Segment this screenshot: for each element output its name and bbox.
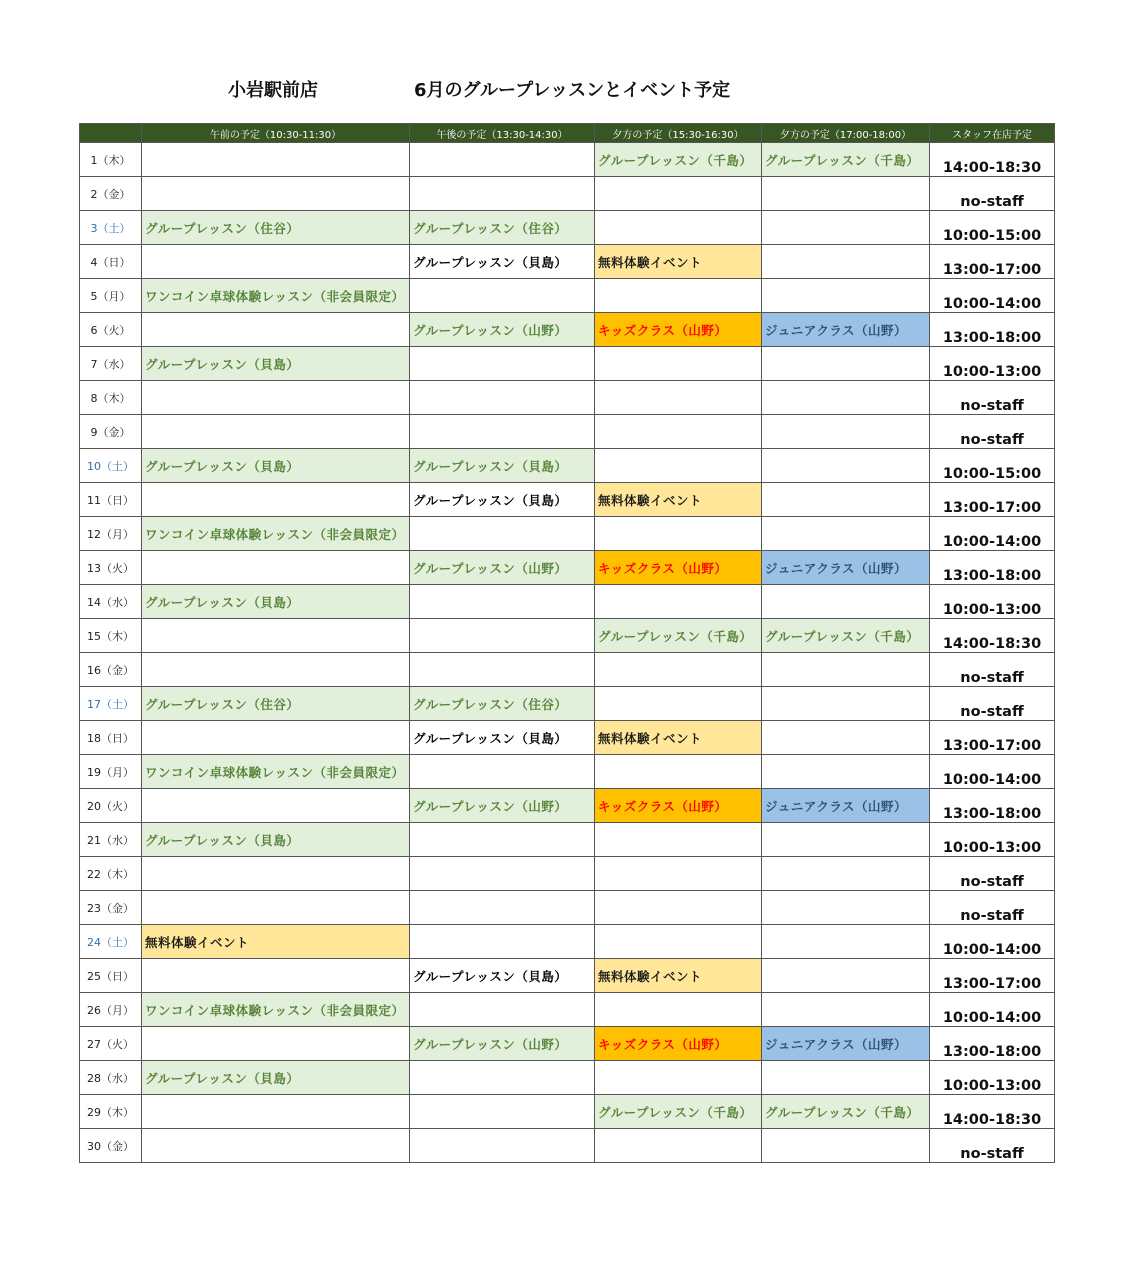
slot-3: グループレッスン（千島） [595,143,762,177]
table-row [80,755,1055,789]
slot-4 [762,755,930,789]
slot-2 [410,823,595,857]
header-evening-2: 夕方の予定（17:00-18:00） [762,124,930,143]
slot-3: キッズクラス（山野） [595,313,762,347]
day-label: 30（金） [80,1129,142,1163]
slot-4 [762,857,930,891]
table-row [80,1061,1055,1095]
day-label: 27（火） [80,1027,142,1061]
day-label: 29（木） [80,1095,142,1129]
slot-4: ジュニアクラス（山野） [762,313,930,347]
slot-3: キッズクラス（山野） [595,551,762,585]
day-label: 3（土） [80,211,142,245]
slot-3 [595,993,762,1027]
staff-hours: 10:00-14:00 [930,279,1055,313]
slot-2: グループレッスン（住谷） [410,211,595,245]
slot-1: ワンコイン卓球体験レッスン（非会員限定） [142,517,410,551]
page-title: 6月のグループレッスンとイベント予定 [414,80,731,101]
slot-3: グループレッスン（千島） [595,1095,762,1129]
slot-1 [142,381,410,415]
table-row [80,143,1055,177]
slot-2: グループレッスン（貝島） [410,959,595,993]
day-label: 22（木） [80,857,142,891]
slot-3 [595,347,762,381]
slot-3 [595,687,762,721]
staff-hours: 10:00-15:00 [930,449,1055,483]
slot-1 [142,1095,410,1129]
slot-3 [595,891,762,925]
table-row [80,585,1055,619]
day-label: 18（日） [80,721,142,755]
slot-4 [762,891,930,925]
slot-4 [762,347,930,381]
staff-hours: no-staff [930,381,1055,415]
day-label: 13（火） [80,551,142,585]
slot-1 [142,551,410,585]
day-label: 24（土） [80,925,142,959]
slot-1 [142,653,410,687]
slot-4 [762,653,930,687]
staff-hours: 10:00-13:00 [930,1061,1055,1095]
slot-1 [142,619,410,653]
slot-4 [762,245,930,279]
slot-2: グループレッスン（山野） [410,1027,595,1061]
slot-3 [595,449,762,483]
slot-1 [142,245,410,279]
slot-4 [762,279,930,313]
slot-1 [142,143,410,177]
slot-2 [410,619,595,653]
staff-hours: 14:00-18:30 [930,143,1055,177]
table-row [80,449,1055,483]
slot-2 [410,585,595,619]
table-row [80,347,1055,381]
table-row [80,245,1055,279]
slot-3 [595,823,762,857]
header-afternoon: 午後の予定（13:30-14:30） [410,124,595,143]
slot-4 [762,585,930,619]
slot-4 [762,687,930,721]
slot-2: グループレッスン（山野） [410,313,595,347]
staff-hours: no-staff [930,415,1055,449]
table-row [80,925,1055,959]
day-label: 4（日） [80,245,142,279]
slot-3 [595,1129,762,1163]
slot-1 [142,789,410,823]
staff-hours: 10:00-14:00 [930,993,1055,1027]
day-label: 17（土） [80,687,142,721]
slot-4: ジュニアクラス（山野） [762,789,930,823]
day-label: 5（月） [80,279,142,313]
slot-3 [595,653,762,687]
schedule-table [79,123,1055,1163]
table-row [80,211,1055,245]
table-row [80,381,1055,415]
table-row [80,279,1055,313]
day-label: 20（火） [80,789,142,823]
slot-2 [410,653,595,687]
staff-hours: 13:00-17:00 [930,483,1055,517]
staff-hours: no-staff [930,857,1055,891]
header-staff: スタッフ在店予定 [930,124,1055,143]
table-row [80,551,1055,585]
staff-hours: 10:00-14:00 [930,755,1055,789]
staff-hours: 14:00-18:30 [930,1095,1055,1129]
store-name: 小岩駅前店 [228,80,318,101]
staff-hours: 13:00-17:00 [930,721,1055,755]
slot-2: グループレッスン（貝島） [410,245,595,279]
day-label: 26（月） [80,993,142,1027]
slot-1 [142,313,410,347]
slot-2 [410,279,595,313]
staff-hours: 10:00-13:00 [930,347,1055,381]
staff-hours: 10:00-13:00 [930,585,1055,619]
slot-4 [762,415,930,449]
slot-4 [762,823,930,857]
slot-1: 無料体験イベント [142,925,410,959]
header-evening-1: 夕方の予定（15:30-16:30） [595,124,762,143]
day-label: 16（金） [80,653,142,687]
slot-3: 無料体験イベント [595,959,762,993]
staff-hours: 13:00-18:00 [930,551,1055,585]
slot-2: グループレッスン（貝島） [410,483,595,517]
slot-2 [410,381,595,415]
slot-1 [142,177,410,211]
staff-hours: 13:00-18:00 [930,1027,1055,1061]
slot-1 [142,857,410,891]
slot-2 [410,993,595,1027]
slot-1 [142,1129,410,1163]
slot-2 [410,891,595,925]
slot-1: グループレッスン（住谷） [142,687,410,721]
day-label: 1（木） [80,143,142,177]
table-row [80,1027,1055,1061]
slot-4 [762,211,930,245]
slot-4 [762,177,930,211]
staff-hours: no-staff [930,687,1055,721]
staff-hours: 13:00-17:00 [930,245,1055,279]
table-row [80,415,1055,449]
slot-2 [410,857,595,891]
table-row [80,857,1055,891]
slot-1: グループレッスン（貝島） [142,449,410,483]
table-row [80,789,1055,823]
slot-3: 無料体験イベント [595,721,762,755]
day-label: 12（月） [80,517,142,551]
slot-1: グループレッスン（貝島） [142,1061,410,1095]
staff-hours: 10:00-13:00 [930,823,1055,857]
slot-2 [410,517,595,551]
slot-1 [142,483,410,517]
slot-1 [142,959,410,993]
slot-2: グループレッスン（山野） [410,789,595,823]
day-label: 28（水） [80,1061,142,1095]
slot-3: 無料体験イベント [595,483,762,517]
slot-1: グループレッスン（住谷） [142,211,410,245]
table-row [80,177,1055,211]
table-row [80,1129,1055,1163]
slot-2 [410,143,595,177]
slot-4 [762,721,930,755]
slot-2: グループレッスン（貝島） [410,721,595,755]
day-label: 11（日） [80,483,142,517]
staff-hours: 13:00-18:00 [930,789,1055,823]
slot-3 [595,211,762,245]
staff-hours: no-staff [930,653,1055,687]
staff-hours: 14:00-18:30 [930,619,1055,653]
slot-3 [595,925,762,959]
slot-3: キッズクラス（山野） [595,1027,762,1061]
slot-3 [595,279,762,313]
table-row [80,619,1055,653]
slot-4: ジュニアクラス（山野） [762,1027,930,1061]
slot-2 [410,415,595,449]
slot-3: グループレッスン（千島） [595,619,762,653]
slot-2 [410,1095,595,1129]
slot-4 [762,483,930,517]
day-label: 7（水） [80,347,142,381]
table-row [80,1095,1055,1129]
slot-4 [762,1129,930,1163]
day-label: 15（木） [80,619,142,653]
slot-2 [410,347,595,381]
slot-2 [410,925,595,959]
slot-4 [762,925,930,959]
table-row [80,687,1055,721]
slot-1 [142,891,410,925]
header-day [80,124,142,143]
day-label: 14（水） [80,585,142,619]
table-row [80,653,1055,687]
slot-3 [595,381,762,415]
slot-3 [595,177,762,211]
slot-3 [595,857,762,891]
slot-3: キッズクラス（山野） [595,789,762,823]
slot-1: ワンコイン卓球体験レッスン（非会員限定） [142,279,410,313]
slot-3 [595,585,762,619]
staff-hours: 10:00-14:00 [930,517,1055,551]
staff-hours: 13:00-18:00 [930,313,1055,347]
slot-4 [762,517,930,551]
table-row [80,891,1055,925]
slot-2 [410,177,595,211]
slot-4: グループレッスン（千島） [762,619,930,653]
table-row [80,959,1055,993]
day-label: 9（金） [80,415,142,449]
day-label: 8（木） [80,381,142,415]
staff-hours: no-staff [930,1129,1055,1163]
slot-4 [762,993,930,1027]
slot-2 [410,1129,595,1163]
slot-1 [142,721,410,755]
table-header-row [80,124,1055,143]
day-label: 2（金） [80,177,142,211]
day-label: 23（金） [80,891,142,925]
slot-3 [595,415,762,449]
slot-3 [595,755,762,789]
slot-4 [762,1061,930,1095]
slot-3: 無料体験イベント [595,245,762,279]
slot-4 [762,381,930,415]
slot-1: グループレッスン（貝島） [142,347,410,381]
staff-hours: 10:00-14:00 [930,925,1055,959]
slot-1: グループレッスン（貝島） [142,585,410,619]
day-label: 6（火） [80,313,142,347]
day-label: 25（日） [80,959,142,993]
table-row [80,823,1055,857]
slot-4: グループレッスン（千島） [762,143,930,177]
table-row [80,517,1055,551]
header-morning: 午前の予定（10:30-11:30） [142,124,410,143]
slot-1: ワンコイン卓球体験レッスン（非会員限定） [142,993,410,1027]
table-row [80,993,1055,1027]
staff-hours: no-staff [930,891,1055,925]
slot-1 [142,415,410,449]
slot-2: グループレッスン（貝島） [410,449,595,483]
slot-4: グループレッスン（千島） [762,1095,930,1129]
staff-hours: 13:00-17:00 [930,959,1055,993]
staff-hours: 10:00-15:00 [930,211,1055,245]
slot-3 [595,517,762,551]
slot-3 [595,1061,762,1095]
slot-4 [762,449,930,483]
day-label: 10（土） [80,449,142,483]
slot-1: グループレッスン（貝島） [142,823,410,857]
slot-1: ワンコイン卓球体験レッスン（非会員限定） [142,755,410,789]
slot-4: ジュニアクラス（山野） [762,551,930,585]
slot-2: グループレッスン（住谷） [410,687,595,721]
slot-2: グループレッスン（山野） [410,551,595,585]
slot-4 [762,959,930,993]
staff-hours: no-staff [930,177,1055,211]
slot-2 [410,1061,595,1095]
table-row [80,721,1055,755]
day-label: 19（月） [80,755,142,789]
table-row [80,313,1055,347]
slot-2 [410,755,595,789]
table-row [80,483,1055,517]
slot-1 [142,1027,410,1061]
day-label: 21（水） [80,823,142,857]
